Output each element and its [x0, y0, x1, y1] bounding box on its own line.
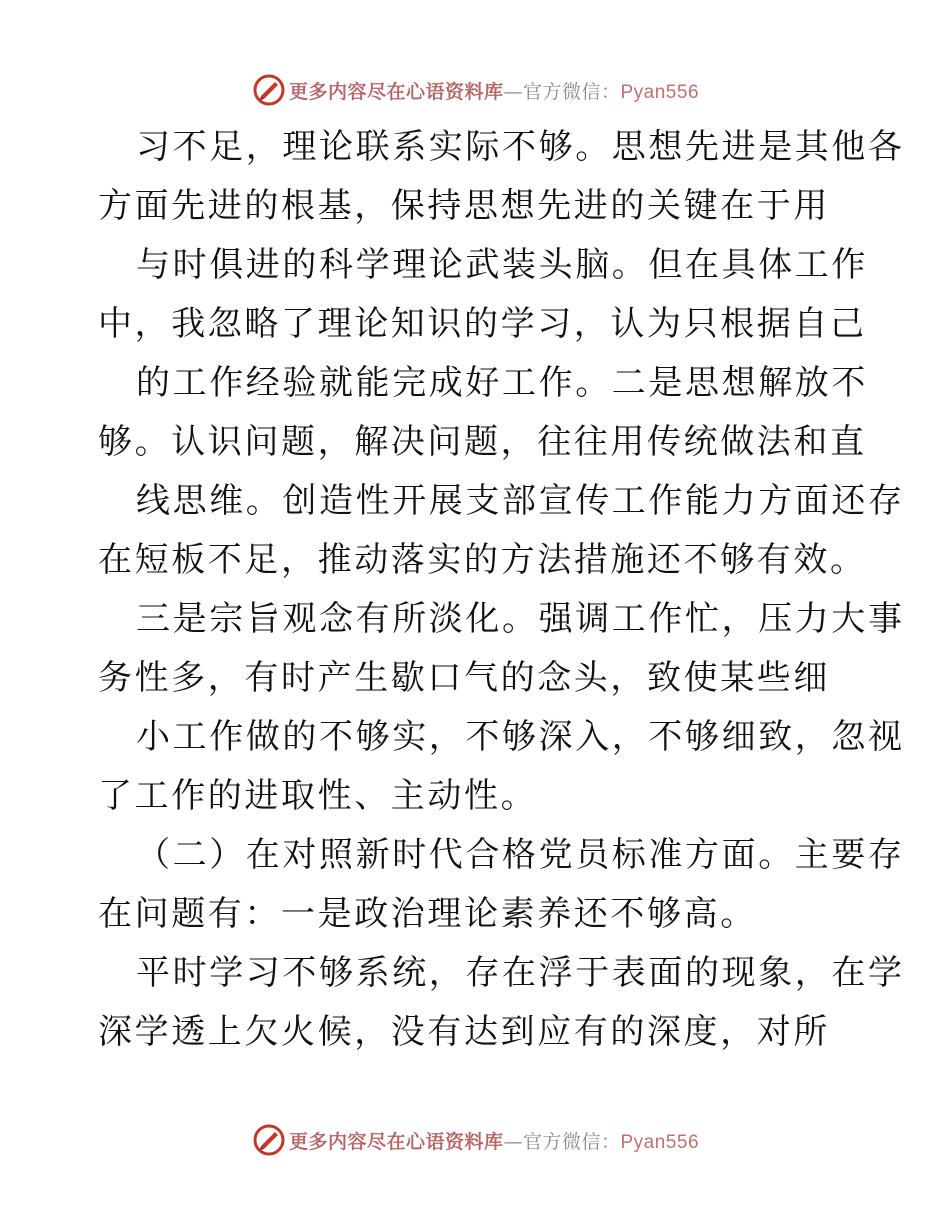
banner-wechat-label: 官方微信：: [522, 80, 621, 103]
banner-wechat-id: Pyan556: [620, 81, 700, 103]
text-line: 线思维。创造性开展支部宣传工作能力方面还存: [136, 481, 905, 521]
banner-slogan: 更多内容尽在心语资料库: [288, 1130, 504, 1153]
text-line: 方面先进的根基，保持思想先进的关键在于用: [98, 186, 830, 226]
text-line: （二）在对照新时代合格党员标准方面。主要存: [136, 835, 905, 875]
banner-text: [289, 1127, 699, 1154]
text-line: 三是宗旨观念有所淡化。强调工作忙，压力大事: [136, 599, 905, 639]
text-line: 在问题有：一是政治理论素养还不够高。: [98, 894, 757, 934]
banner-slogan: 更多内容尽在心语资料库: [288, 80, 504, 103]
banner-wechat-label: 官方微信：: [522, 1130, 621, 1153]
text-line: 务性多，有时产生歇口气的念头，致使某些细: [98, 658, 830, 698]
banner-dash: —: [503, 1130, 523, 1153]
text-line: 在短板不足，推动落实的方法措施还不够有效。: [98, 540, 867, 580]
text-line: 中，我忽略了理论知识的学习，认为只根据自己: [98, 304, 867, 344]
text-line: 习不足，理论联系实际不够。思想先进是其他各: [136, 127, 905, 167]
brand-logo-icon: [251, 72, 287, 108]
header-banner: [0, 72, 950, 108]
brand-logo-icon: [251, 1122, 287, 1158]
text-line: 小工作做的不够实，不够深入，不够细致，忽视: [136, 717, 905, 757]
banner-dash: —: [503, 80, 523, 103]
text-line: 的工作经验就能完成好工作。二是思想解放不: [136, 363, 868, 403]
text-line: 平时学习不够系统，存在浮于表面的现象，在学: [136, 953, 905, 993]
banner-wechat-id: Pyan556: [620, 1131, 700, 1153]
text-line: 与时俱进的科学理论武装头脑。但在具体工作: [136, 245, 868, 285]
text-line: 够。认识问题，解决问题，往往用传统做法和直: [98, 422, 867, 462]
body-text: [98, 118, 905, 1062]
text-line: 深学透上欠火候，没有达到应有的深度，对所: [98, 1012, 830, 1052]
banner-text: [289, 77, 699, 104]
footer-banner: [0, 1122, 950, 1158]
text-line: 了工作的进取性、主动性。: [98, 776, 538, 816]
